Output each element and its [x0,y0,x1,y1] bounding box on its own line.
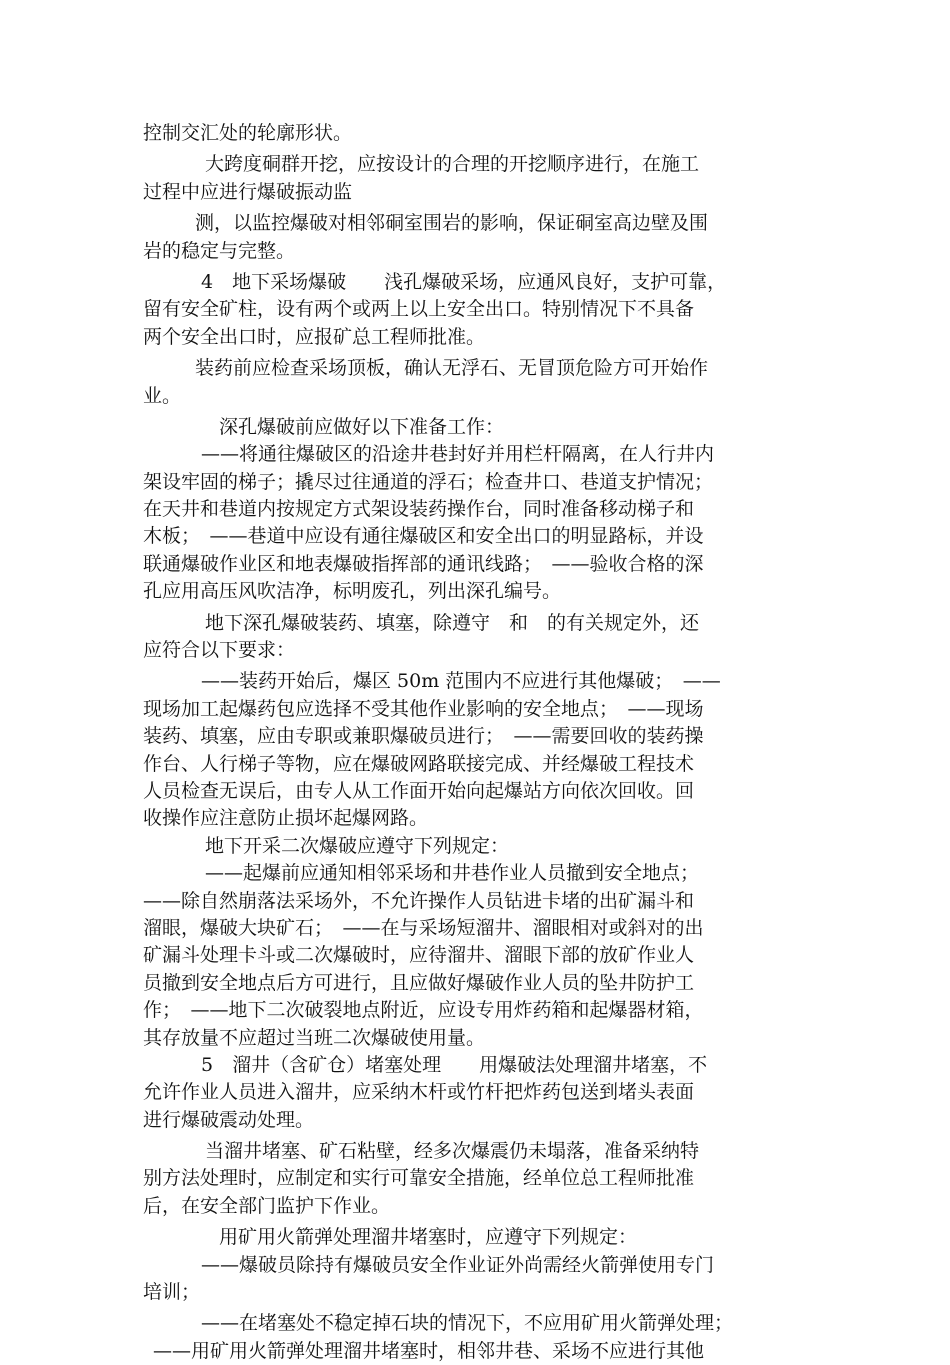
text-line: 现场加工起爆药包应选择不受其他作业影响的安全地点； ——现场 [143,697,704,720]
text-line: 进行爆破震动处理。 [143,1108,315,1131]
text-line: 装药前应检查采场顶板，确认无浮石、无冒顶危险方可开始作 [195,357,709,380]
text-line: 地下开采二次爆破应遵守下列规定： [205,834,510,857]
text-line: 装药、填塞，应由专职或兼职爆破员进行； ——需要回收的装药操 [143,725,704,748]
text-line: 控制交汇处的轮廓形状。 [143,122,353,144]
text-line: 木板； ——巷道中应设有通往爆破区和安全出口的明显路标，并设 [143,525,704,548]
document-body [143,120,813,1365]
text-line: 深孔爆破前应做好以下准备工作： [219,415,505,438]
text-line: 4 地下采场爆破 浅孔爆破采场，应通风良好，支护可靠， [201,270,727,293]
text-line: 矿漏斗处理卡斗或二次爆破时，应待溜井、溜眼下部的放矿作业人 [143,944,695,967]
text-line: 应符合以下要求： [143,639,296,662]
text-line: 过程中应进行爆破振动监 [143,180,353,203]
text-line: 大跨度硐群开挖，应按设计的合理的开挖顺序进行，在施工 [205,153,700,176]
text-line: 当溜井堵塞、矿石粘壁，经多次爆震仍未塌落，准备采纳特 [205,1140,700,1163]
text-line: ——除自然崩落法采场外，不允许操作人员钻进卡堵的出矿漏斗和 [143,889,695,912]
text-line: 孔应用高压风吹洁净，标明废孔，列出深孔编号。 [143,580,562,603]
text-line: ——在堵塞处不稳定掉石块的情况下，不应用矿用火箭弹处理； [201,1312,734,1335]
text-line: 联通爆破作业区和地表爆破指挥部的通讯线路； ——验收合格的深 [143,552,704,575]
text-line: 后，在安全部门监护下作业。 [143,1194,391,1217]
text-line: 作台、人行梯子等物，应在爆破网路联接完成、并经爆破工程技术 [143,752,695,775]
text-line: 两个安全出口时，应报矿总工程师批准。 [143,325,486,348]
text-line: 培训； [143,1281,201,1304]
text-line: ——爆破员除持有爆破员安全作业证外尚需经火箭弹使用专门 [201,1253,715,1276]
text-line: 别方法处理时，应制定和实行可靠安全措施，经单位总工程师批准 [143,1167,695,1190]
text-line: 收操作应注意防止损坏起爆网路。 [143,807,429,830]
text-line: 其存放量不应超过当班二次爆破使用量。 [143,1026,486,1049]
text-line: 允许作业人员进入溜井，应采纳木杆或竹杆把炸药包送到堵头表面 [143,1081,695,1104]
text-line: 员撤到安全地点后方可进行，且应做好爆破作业人员的坠井防护工 [143,971,695,994]
text-line: 测，以监控爆破对相邻硐室围岩的影响，保证硐室高边壁及围 [195,212,709,235]
text-line: 人员检查无误后，由专人从工作面开始向起爆站方向依次回收。回 [143,779,695,802]
text-line: 5 溜井（含矿仓）堵塞处理 用爆破法处理溜井堵塞，不 [201,1053,708,1076]
text-line: 留有安全矿柱，设有两个或两上以上安全出口。特别情况下不具备 [143,298,695,321]
text-line: 在天井和巷道内按规定方式架设装药操作台，同时准备移动梯子和 [143,498,695,521]
text-line: 溜眼，爆破大块矿石； ——在与采场短溜井、溜眼相对或斜对的出 [143,916,704,939]
text-line: 架设牢固的梯子；撬尽过往通道的浮石；检查井口、巷道支护情况； [143,470,714,493]
text-line: ——用矿用火箭弹处理溜井堵塞时，相邻井巷、采场不应进行其他 [153,1339,705,1362]
text-line: 地下深孔爆破装药、填塞，除遵守 和 的有关规定外，还 [205,611,700,634]
text-line: 业。 [143,384,182,407]
text-line: 用矿用火箭弹处理溜井堵塞时，应遵守下列规定： [219,1226,638,1249]
text-line: ——起爆前应通知相邻采场和井巷作业人员撤到安全地点； [205,862,700,885]
text-line: 作； ——地下二次破裂地点附近，应设专用炸药箱和起爆器材箱， [143,999,704,1022]
text-line: ——将通往爆破区的沿途井巷封好并用栏杆隔离，在人行井内 [201,443,715,466]
text-line: 岩的稳定与完整。 [143,239,296,262]
text-line: ——装药开始后，爆区 50m 范围内不应进行其他爆破； —— [201,670,721,693]
